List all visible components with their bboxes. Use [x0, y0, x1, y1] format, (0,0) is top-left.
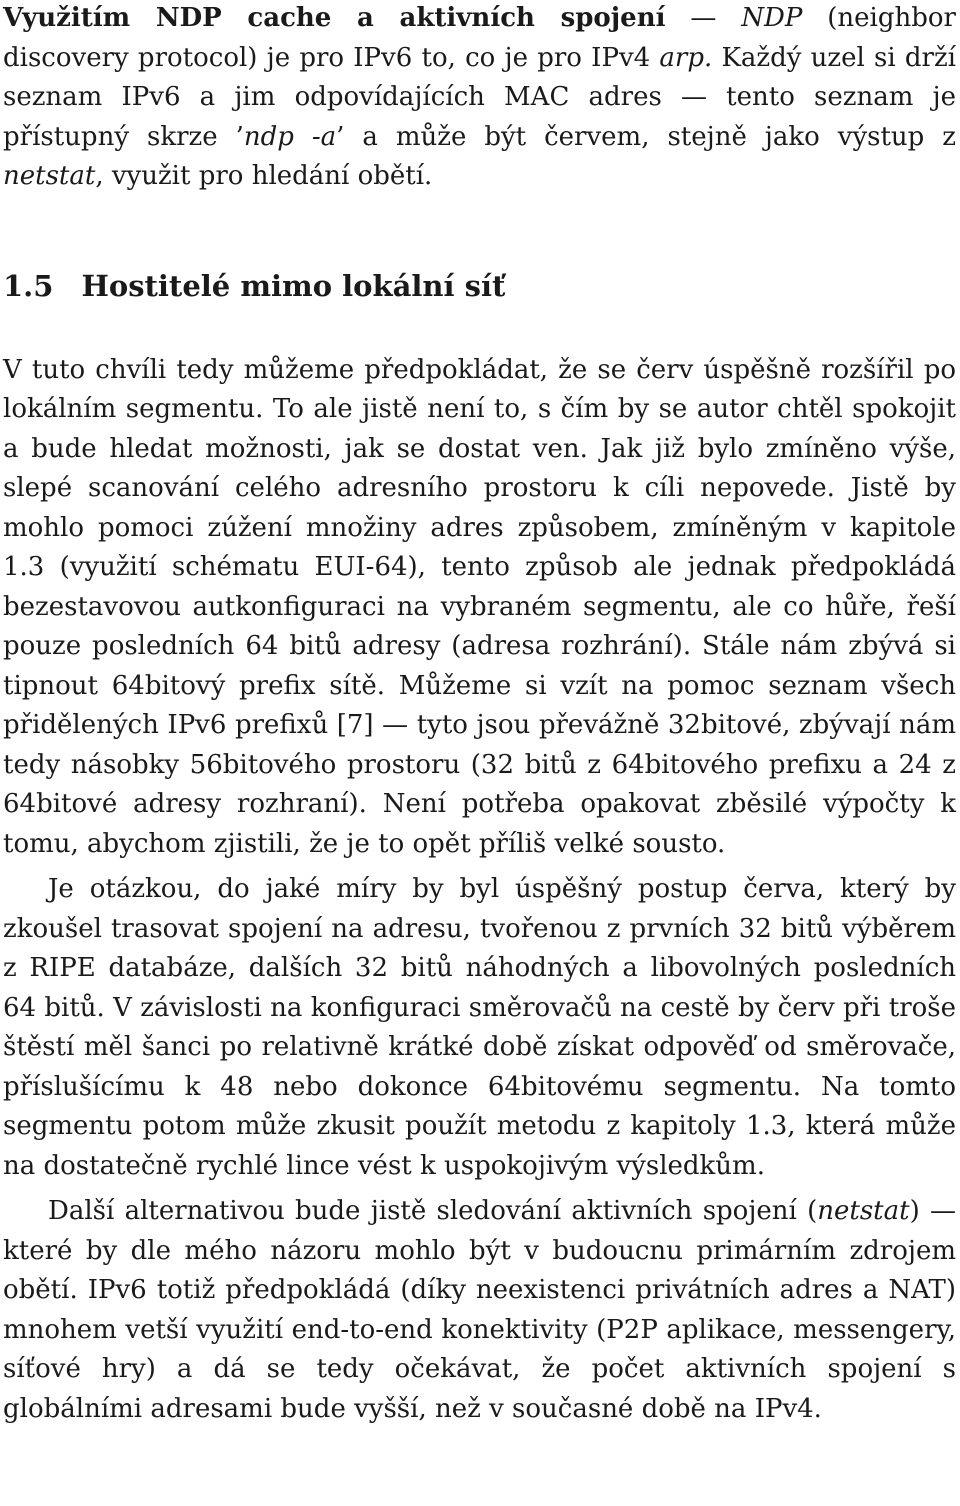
p3-netstat-term: netstat	[817, 1196, 910, 1226]
arp-term: arp.	[659, 42, 713, 73]
intro-text-4: , využit pro hledání obětí.	[95, 161, 433, 191]
section-number: 1.5	[3, 268, 54, 303]
ndp-command: ndp -a	[243, 121, 337, 152]
body-paragraph-3	[3, 1192, 956, 1429]
body-paragraph-2: Je otázkou, do jaké míry by byl úspěšný postup červa, který by zkoušel trasovat spojení na adresu, tvořenou z prvních 32 bitů výběrem z RIPE databáze, dalších 32 bitů náhodných a libovolných posledních 64 bitů. V závislosti na konfiguraci směrovačů na cestě by červ při troše štěstí měl šanci po relativně krátké době získat odpověď od směrovače, příslušícímu k 48 nebo dokonce 64bitovému segmentu. Na tomto segmentu potom může zkusit použít metodu z kapitoly 1.3, která může na dostatečně rychlé lince vést k uspokojivým výsledkům.	[3, 874, 956, 1181]
netstat-term: netstat	[3, 161, 96, 191]
intro-paragraph	[3, 0, 956, 197]
section-heading	[3, 268, 956, 304]
section-title: Hostitelé mimo lokální síť	[81, 268, 506, 303]
intro-text-3: ’ a může být červem, stejně jako výstup z	[336, 121, 956, 152]
intro-dash: —	[665, 3, 742, 33]
intro-text-1: (neighbor discovery protocol) je pro IPv6 to, co je pro IPv4	[3, 3, 956, 73]
intro-text-2: Každý uzel si drží seznam IPv6 a jim odpovídajících MAC adres — tento seznam je přístupný skrze ’	[3, 42, 957, 152]
intro-lead: Využitím NDP cache a aktivních spojení	[3, 3, 666, 33]
ndp-term: NDP	[741, 3, 803, 33]
document-page	[3, 0, 956, 1429]
body-paragraph-1: V tuto chvíli tedy můžeme předpokládat, že se červ úspěšně rozšířil po lokálním segmentu. To ale jistě není to, s čím by se autor chtěl spokojit a bude hledat možnosti, jak se dostat ven. Jak již bylo zmíněno výše, slepé scanování celého adresního prostoru k cíli nepovede. Jistě by mohlo pomoci zúžení množiny adres způsobem, zmíněným v kapitole 1.3 (využití schématu EUI-64), tento způsob ale jednak předpokládá bezestavovou autkonfiguraci na vybraném segmentu, ale co hůře, řeší pouze posledních 64 bitů adresy (adresa rozhrání). Stále nám zbývá si tipnout 64bitový prefix sítě. Můžeme si vzít na pomoc seznam všech přidělených IPv6 prefixů [7] — tyto jsou převážně 32bitové, zbývají nám tedy násobky 56bitového prostoru (32 bitů z 64bitového prefixu a 24 z 64bitové adresy rozhraní). Není potřeba opakovat zběsilé výpočty k tomu, abychom zjistili, že je to opět příliš velké sousto.	[3, 354, 956, 859]
p3-text-a: Další alternativou bude jistě sledování aktivních spojení (	[48, 1196, 818, 1226]
p3-text-b: ) — které by dle mého názoru mohlo být v budoucnu primárním zdrojem obětí. IPv6 totiž předpokládá (díky neexistenci privátních adres a NAT) mnohem vetší využití end-to-end konektivity (P2P aplikace, messengery, síťové hry) a dá se tedy očekávat, že počet aktivních spojení s globálními adresami bude vyšší, než v současné době na IPv4.	[3, 1196, 956, 1424]
